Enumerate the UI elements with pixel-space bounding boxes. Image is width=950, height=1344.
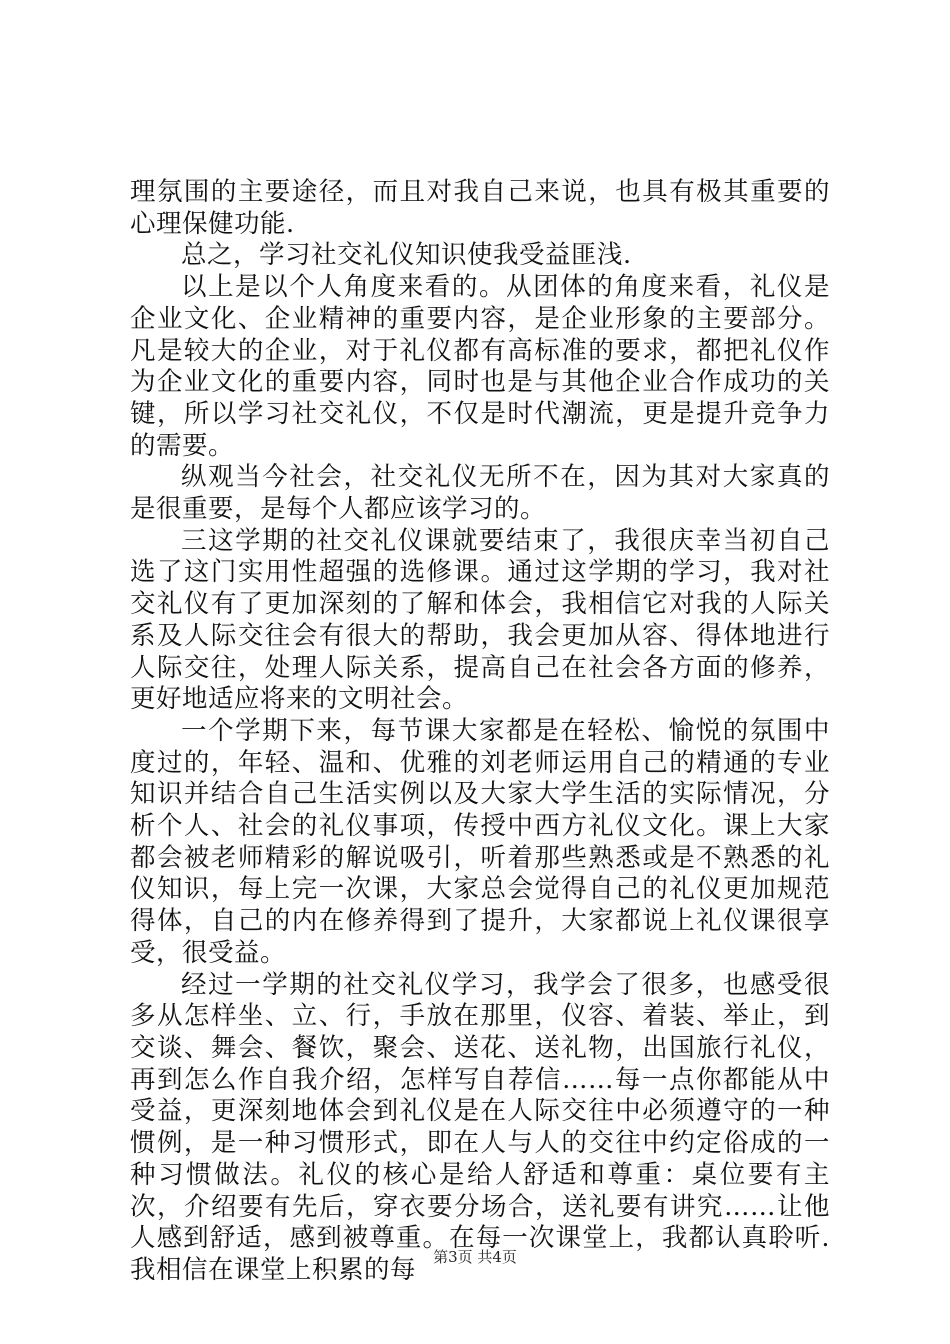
paragraph: 三这学期的社交礼仪课就要结束了，我很庆幸当初自己选了这门实用性超强的选修课。通过这学期的学习，我对社交礼仪有了更加深刻的了解和体会，我相信它对我的人际关系及人际交往会有很大的帮助，我会更加从容、得体地进行人际交往，处理人际关系，提高自己在社会各方面的修养，更好地适应将来的文明社会。 xyxy=(130,525,830,715)
paragraph: 以上是以个人角度来看的。从团体的角度来看，礼仪是企业文化、企业精神的重要内容，是企业形象的主要部分。凡是较大的企业，对于礼仪都有高标准的要求，都把礼仪作为企业文化的重要内容，同时也是与其他企业合作成功的关键，所以学习社交礼仪，不仅是时代潮流，更是提升竞争力的需要。 xyxy=(130,272,830,461)
paragraph-continuation: 理氛围的主要途径，而且对我自己来说，也具有极其重要的心理保健功能. xyxy=(130,177,830,239)
page-number-footer: 第3页 共4页 xyxy=(433,1248,517,1266)
paragraph: 一个学期下来，每节课大家都是在轻松、愉悦的氛围中度过的，年轻、温和、优雅的刘老师运用自己的精通的专业知识并结合自己生活实例以及大家大学生活的实际情况，分析个人、社会的礼仪事项，传授中西方礼仪文化。课上大家都会被老师精彩的解说吸引，听着那些熟悉或是不熟悉的礼仪知识，每上完一次课，大家总会觉得自己的礼仪更加规范得体，自己的内在修养得到了提升，大家都说上礼仪课很享受，很受益。 xyxy=(130,715,830,968)
paragraph: 纵观当今社会，社交礼仪无所不在，因为其对大家真的是很重要，是每个人都应该学习的。 xyxy=(130,462,830,525)
paragraph: 经过一学期的社交礼仪学习，我学会了很多，也感受很多从怎样坐、立、行，手放在那里，仪容、着装、举止，到交谈、舞会、餐饮，聚会、送花、送礼物，出国旅行礼仪，再到怎么作自我介绍，怎样写自荐信……每一点你都能从中受益，更深刻地体会到礼仪是在人际交往中必须遵守的一种惯例，是一种习惯形式，即在人与人的交往中约定俗成的一种习惯做法。礼仪的核心是给人舒适和尊重：桌位要有主次，介绍要有先后，穿衣要分场合，送礼要有讲究……让他人感到舒适，感到被尊重。在每一次课堂上，我都认真聆听.我相信在课堂上积累的每 xyxy=(130,969,830,1285)
document-body xyxy=(130,177,830,1287)
paragraph: 总之，学习社交礼仪知识使我受益匪浅. xyxy=(181,240,632,271)
